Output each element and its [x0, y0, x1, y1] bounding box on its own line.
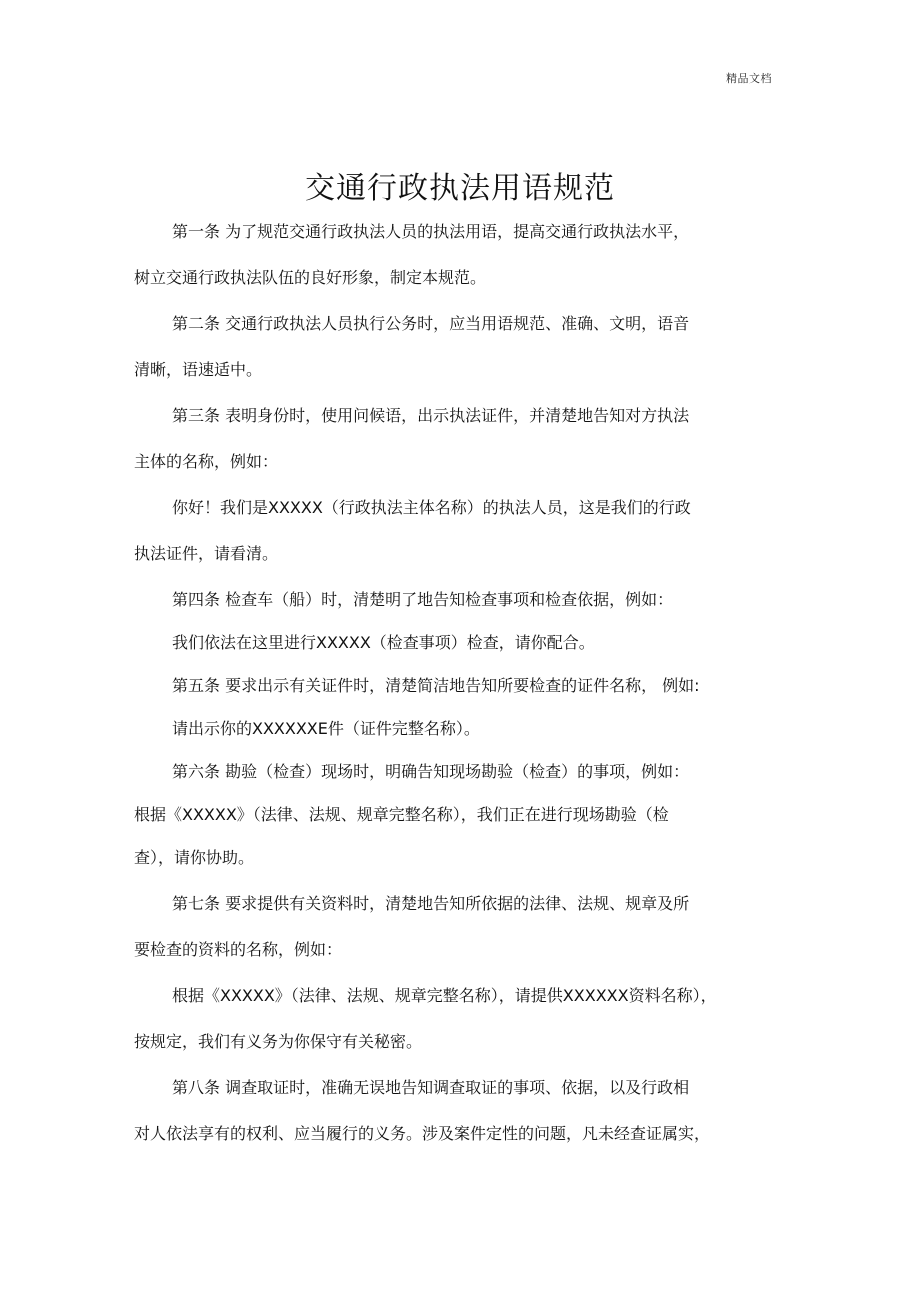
article-5-line-1: 第五条 要求出示有关证件时，清楚简洁地告知所要检查的证件名称， 例如: — [172, 676, 700, 695]
article-7-line-2: 要检查的资料的名称，例如： — [134, 940, 343, 959]
header-tag: 精品文档 — [726, 72, 772, 85]
document-title: 交通行政执法用语规范 — [305, 171, 615, 206]
article-3-line-2: 主体的名称，例如： — [134, 452, 279, 471]
article-7-line-1: 第七条 要求提供有关资料时，清楚地告知所依据的法律、法规、规章及所 — [172, 894, 690, 913]
example-4-line-1: 我们依法在这里进行XXXXX（检查事项）检查，请你配合。 — [172, 633, 595, 652]
article-8-line-2: 对人依法享有的权利、应当履行的义务。涉及案件定性的问题，凡未经查证属实， — [134, 1124, 711, 1143]
example-6-line-1: 根据《XXXXX》（法律、法规、规章完整名称），我们正在进行现场勘验（检 — [134, 805, 669, 824]
example-7-line-1: 根据《XXXXX》（法律、法规、规章完整名称），请提供XXXXXX资料名称）， — [172, 986, 717, 1005]
document-body — [134, 216, 752, 1164]
article-6-line-1: 第六条 勘验（检查）现场时，明确告知现场勘验（检查）的事项，例如： — [172, 762, 690, 781]
article-4-line-1: 第四条 检查车（船）时，清楚明了地告知检查事项和检查依据，例如： — [172, 590, 674, 609]
article-8-line-1: 第八条 调查取证时，准确无误地告知调查取证的事项、依据，以及行政相 — [172, 1078, 690, 1097]
article-1-line-2: 树立交通行政执法队伍的良好形象，制定本规范。 — [134, 268, 487, 287]
example-7-line-2: 按规定，我们有义务为你保守有关秘密。 — [134, 1032, 423, 1051]
article-2-line-2: 清晰，语速适中。 — [134, 360, 263, 379]
example-3-line-1: 你好！我们是XXXXX（行政执法主体名称）的执法人员，这是我们的行政 — [172, 498, 691, 517]
example-5-line-1: 请出示你的XXXXXXE件（证件完整名称）。 — [172, 719, 480, 738]
article-3-line-1: 第三条 表明身份时，使用问候语，出示执法证件，并清楚地告知对方执法 — [172, 406, 690, 425]
example-6-line-2: 查），请你协助。 — [134, 848, 255, 867]
article-1-line-1: 第一条 为了规范交通行政执法人员的执法用语，提高交通行政执法水平， — [172, 222, 690, 241]
example-3-line-2: 执法证件，请看清。 — [134, 544, 279, 563]
article-2-line-1: 第二条 交通行政执法人员执行公务时，应当用语规范、准确、文明，语音 — [172, 314, 690, 333]
